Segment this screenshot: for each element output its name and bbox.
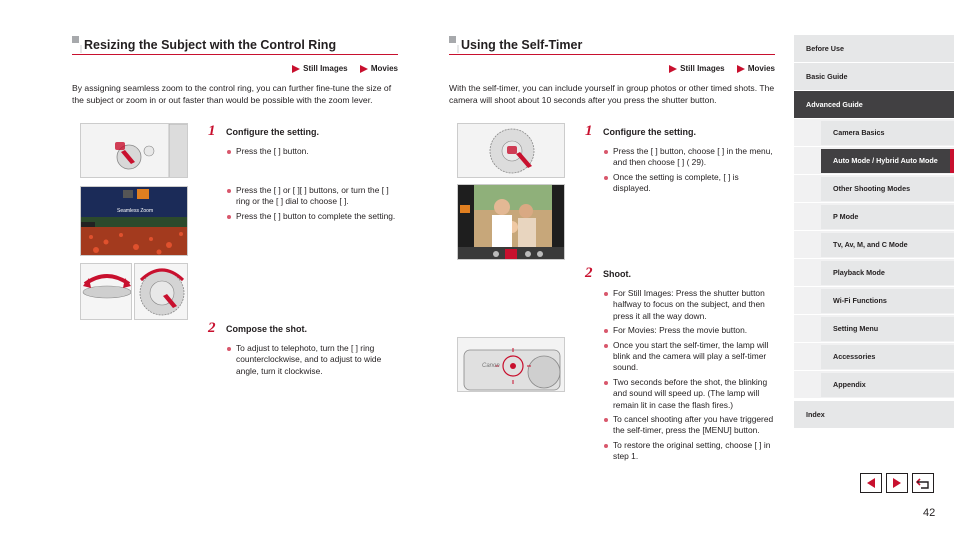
sidebar-subitem[interactable] bbox=[794, 315, 954, 343]
bullet: Press the [ ] button to complete the setting. bbox=[226, 211, 398, 222]
sidebar-subitem-label: Wi-Fi Functions bbox=[821, 289, 954, 313]
bullet: Once you start the self-timer, the lamp will blink and the camera will play a self-timer sound. bbox=[603, 340, 775, 374]
sidebar-item-before-use[interactable]: Before Use bbox=[794, 35, 954, 63]
bullet: Two seconds before the shot, the blinking and sound will speed up. (The lamp will remain lit in case the flash fires.) bbox=[603, 377, 775, 411]
arrow-left-icon bbox=[865, 477, 877, 489]
sidebar-subitem-label: Other Shooting Modes bbox=[821, 177, 954, 201]
right-section bbox=[449, 34, 775, 462]
dial-rotation-illustration bbox=[134, 263, 188, 320]
sidebar-subitem[interactable] bbox=[794, 147, 954, 175]
sidebar-subitem-label: Auto Mode / Hybrid Auto Mode bbox=[821, 149, 954, 173]
right-section-title: Using the Self-Timer bbox=[449, 34, 775, 55]
step-number: 1 bbox=[208, 123, 216, 139]
bullet: To adjust to telephoto, turn the [ ] ring counterclockwise, and to adjust to wide angle, turn it clockwise. bbox=[226, 343, 398, 377]
sidebar-subitem[interactable] bbox=[794, 119, 954, 147]
arrow-right-icon bbox=[891, 477, 903, 489]
step-title: Compose the shot. bbox=[226, 323, 308, 334]
step-title: Shoot. bbox=[603, 268, 631, 279]
tag-still-images: Still Images bbox=[292, 64, 347, 73]
camera-button-illustration bbox=[80, 123, 188, 178]
left-section bbox=[72, 34, 398, 376]
step-number: 2 bbox=[208, 320, 216, 336]
sidebar-item-advanced-guide[interactable]: Advanced Guide bbox=[794, 91, 954, 119]
step-number: 2 bbox=[585, 265, 593, 281]
left-intro: By assigning seamless zoom to the control ring, you can further fine-tune the size of the subject or zoom in or out faster than would be possible with the zoom lever. bbox=[72, 83, 392, 105]
return-icon bbox=[916, 477, 930, 489]
sidebar-nav bbox=[794, 35, 954, 429]
bullet: Once the setting is complete, [ ] is displayed. bbox=[603, 172, 775, 195]
self-timer-lamp-illustration bbox=[457, 337, 565, 392]
sidebar-item-index[interactable]: Index bbox=[794, 401, 954, 429]
control-dial-illustration bbox=[457, 123, 565, 178]
seamless-zoom-label: Seamless Zoom bbox=[117, 208, 154, 214]
left-tags bbox=[72, 64, 398, 76]
tag-movies: Movies bbox=[360, 64, 398, 73]
tag-still-images: Still Images bbox=[669, 64, 724, 73]
sidebar-subitem-label: Camera Basics bbox=[821, 121, 954, 145]
left-step-1 bbox=[208, 123, 398, 160]
right-tags bbox=[449, 64, 775, 76]
right-intro: With the self-timer, you can include yourself in group photos or other timed shots. The camera will shoot about 10 seconds after you press the shutter button. bbox=[449, 83, 775, 105]
right-step-1 bbox=[585, 123, 775, 198]
right-step-2 bbox=[585, 265, 775, 466]
bullet: Press the [ ] button. bbox=[226, 146, 398, 157]
triangle-icon bbox=[360, 65, 368, 73]
next-page-button[interactable] bbox=[886, 473, 908, 493]
sidebar-subitem[interactable] bbox=[794, 287, 954, 315]
previous-page-button[interactable] bbox=[860, 473, 882, 493]
triangle-icon bbox=[737, 65, 745, 73]
seamless-zoom-screen bbox=[80, 186, 188, 256]
tag-movies: Movies bbox=[737, 64, 775, 73]
sidebar-subitem-label: Tv, Av, M, and C Mode bbox=[821, 233, 954, 257]
step-number: 1 bbox=[585, 123, 593, 139]
camera-brand-label: Canon bbox=[482, 363, 500, 369]
sidebar-sub-list bbox=[794, 119, 954, 399]
triangle-icon bbox=[669, 65, 677, 73]
bullet: To cancel shooting after you have triggered the self-timer, press the [MENU] button. bbox=[603, 414, 775, 437]
bullet: For Movies: Press the movie button. bbox=[603, 325, 775, 336]
self-timer-screen bbox=[457, 184, 565, 260]
return-button[interactable] bbox=[912, 473, 934, 493]
sidebar-subitem[interactable] bbox=[794, 231, 954, 259]
bullet: For Still Images: Press the shutter button halfway to focus on the subject, and then press it all the way down. bbox=[603, 288, 775, 322]
bullet: Press the [ ] or [ ][ ] buttons, or turn the [ ] ring or the [ ] dial to choose [ ]. bbox=[226, 185, 398, 208]
bullet: Press the [ ] button, choose [ ] in the menu, and then choose [ ] ( 29). bbox=[603, 146, 775, 169]
sidebar-subitem[interactable] bbox=[794, 343, 954, 371]
sidebar-subitem-label: P Mode bbox=[821, 205, 954, 229]
sidebar-item-basic-guide[interactable]: Basic Guide bbox=[794, 63, 954, 91]
sidebar-subitem-label: Setting Menu bbox=[821, 317, 954, 341]
triangle-icon bbox=[292, 65, 300, 73]
sidebar-subitem[interactable] bbox=[794, 371, 954, 399]
step-title: Configure the setting. bbox=[226, 126, 319, 137]
sidebar-subitem[interactable] bbox=[794, 203, 954, 231]
ring-rotation-illustration bbox=[80, 263, 132, 320]
left-step-1-cont bbox=[208, 185, 398, 225]
sidebar-subitem-label: Accessories bbox=[821, 345, 954, 369]
page-number: 42 bbox=[923, 507, 936, 519]
left-step-2 bbox=[208, 320, 398, 380]
sidebar-subitem[interactable] bbox=[794, 175, 954, 203]
step-title: Configure the setting. bbox=[603, 126, 696, 137]
sidebar-subitem-label: Playback Mode bbox=[821, 261, 954, 285]
sidebar-subitem-label: Appendix bbox=[821, 373, 954, 397]
sidebar-subitem[interactable] bbox=[794, 259, 954, 287]
left-section-title: Resizing the Subject with the Control Ring bbox=[72, 34, 398, 55]
page-navigation bbox=[860, 473, 934, 493]
bullet: To restore the original setting, choose [ ] in step 1. bbox=[603, 440, 775, 463]
